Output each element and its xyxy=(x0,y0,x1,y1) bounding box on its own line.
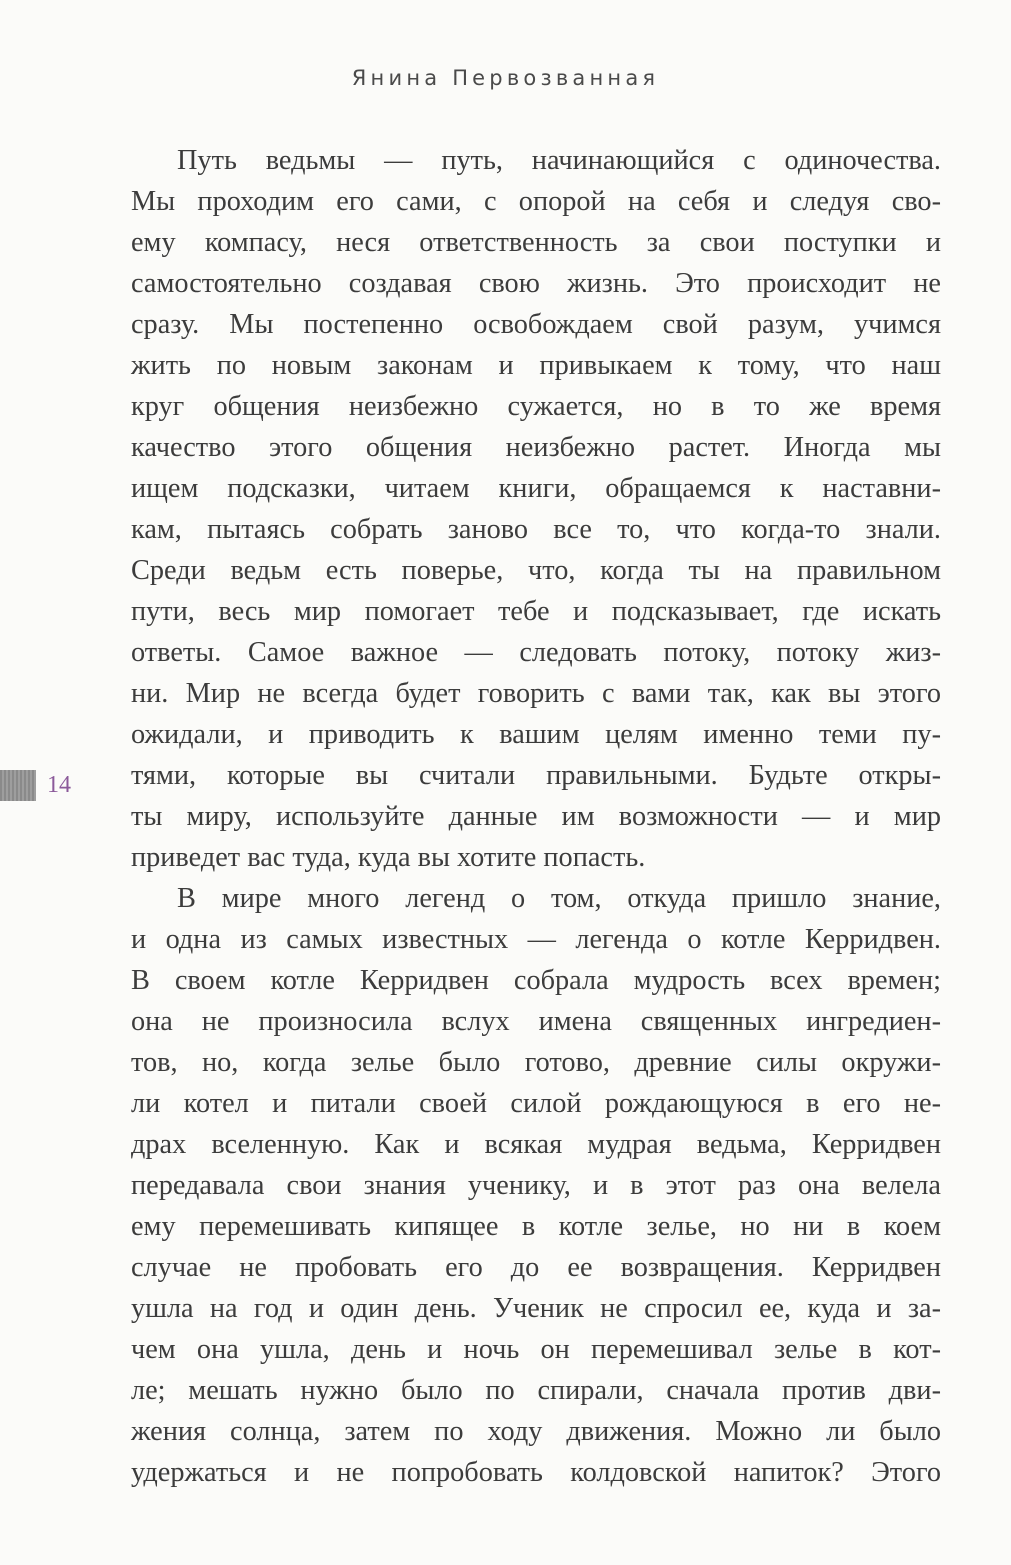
text-line: В мире много легенд о том, откуда пришло знание, xyxy=(177,883,941,914)
text-line: кам, пытаясь собрать заново все то, что когда-то знали. xyxy=(131,514,941,545)
text-line: чем она ушла, день и ночь он перемешивал зелье в кот- xyxy=(131,1334,941,1365)
text-line: тов, но, когда зелье было готово, древние силы окружи- xyxy=(131,1047,941,1078)
text-line: ни. Мир не всегда будет говорить с вами так, как вы этого xyxy=(131,678,941,709)
text-line: Среди ведьм есть поверье, что, когда ты на правильном xyxy=(131,555,941,586)
text-line: качество этого общения неизбежно растет. Иногда мы xyxy=(131,432,941,463)
paragraph xyxy=(131,140,941,878)
text-line: ему перемешивать кипящее в котле зелье, но ни в коем xyxy=(131,1211,941,1242)
text-line: пути, весь мир помогает тебе и подсказывает, где искать xyxy=(131,596,941,627)
text-line: ле; мешать нужно было по спирали, сначала против дви- xyxy=(131,1375,941,1406)
text-line: жить по новым законам и привыкаем к тому, что наш xyxy=(131,350,941,381)
text-line: ему компасу, неся ответственность за свои поступки и xyxy=(131,227,941,258)
text-line: жения солнца, затем по ходу движения. Можно ли было xyxy=(131,1416,941,1447)
page-marker-bar xyxy=(0,770,36,801)
text-line: тями, которые вы считали правильными. Будьте откры- xyxy=(131,760,941,791)
text-line: самостоятельно создавая свою жизнь. Это происходит не xyxy=(131,268,941,299)
text-line: удержаться и не попробовать колдовской напиток? Этого xyxy=(131,1457,941,1488)
paragraph xyxy=(131,878,941,1493)
running-head-author: Янина Первозванная xyxy=(351,66,660,90)
text-line: ожидали, и приводить к вашим целям именно теми пу- xyxy=(131,719,941,750)
text-line: сразу. Мы постепенно освобождаем свой разум, учимся xyxy=(131,309,941,340)
text-line: ушла на год и один день. Ученик не спросил ее, куда и за- xyxy=(131,1293,941,1324)
text-line: круг общения неизбежно сужается, но в то же время xyxy=(131,391,941,422)
text-line: случае не пробовать его до ее возвращения. Керридвен xyxy=(131,1252,941,1283)
text-line: передавала свои знания ученику, и в этот раз она велела xyxy=(131,1170,941,1201)
body-text xyxy=(131,140,941,1493)
text-line: ли котел и питали своей силой рождающуюся в его не- xyxy=(131,1088,941,1119)
text-line: ты миру, используйте данные им возможности — и мир xyxy=(131,801,941,832)
text-line: ответы. Самое важное — следовать потоку, потоку жиз- xyxy=(131,637,941,668)
text-line: она не произносила вслух имена священных ингредиен- xyxy=(131,1006,941,1037)
text-line: Путь ведьмы — путь, начинающийся с одиночества. xyxy=(177,145,941,176)
text-line: и одна из самых известных — легенда о котле Керридвен. xyxy=(131,924,941,955)
text-line: приведет вас туда, куда вы хотите попасть. xyxy=(131,842,646,873)
text-line: Мы проходим его сами, с опорой на себя и следуя сво- xyxy=(131,186,941,217)
text-line: драх вселенную. Как и всякая мудрая ведьма, Керридвен xyxy=(131,1129,941,1160)
text-line: В своем котле Керридвен собрала мудрость всех времен; xyxy=(131,965,941,996)
text-line: ищем подсказки, читаем книги, обращаемся к наставни- xyxy=(131,473,941,504)
page-number: 14 xyxy=(47,772,71,798)
